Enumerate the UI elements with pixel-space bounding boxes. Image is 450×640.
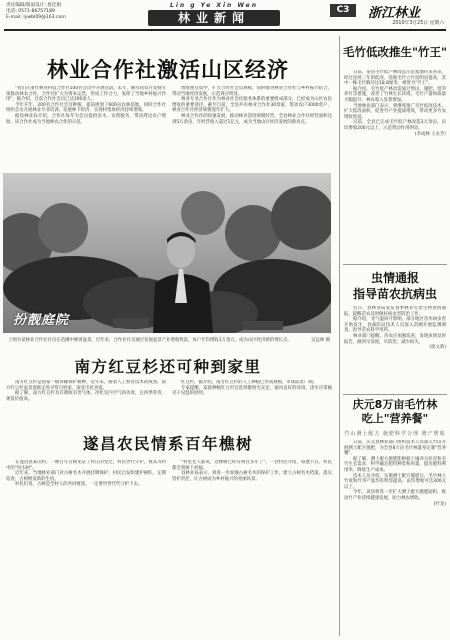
paragraph: 今年开年，200名合作社会员种植，提前规划了600亩农林基地。同时合作社组织会员开展林业专业培训，发展林下经济，实现村集体经济持续增收。 [6, 102, 166, 114]
right3-headline-line1: 庆元8万亩毛竹林 [352, 398, 438, 411]
photo-tag: 扮靓庭院 [13, 313, 70, 328]
paragraph: 近日，县林业局发布春季林业有害生物虫情通报，提醒苗农及时做好病虫害防治工作。 [344, 306, 446, 317]
right-divider [343, 264, 447, 265]
right2-byline: (徐文新) [429, 345, 446, 351]
paragraph: "我们在浙社林业科技合作社100名会员中开展活动。去年，丽水扶贫开发暨专项推动林农合作，合作社扩大为资本运营，形成工作合力，发挥了当地乡村振兴作用"，据介绍，目前合作社会员已达100余人。 [6, 86, 166, 103]
story3-column-2 [172, 460, 332, 636]
masthead [0, 0, 450, 30]
paragraph: 技术人员介绍，实施测土配方施肥后，毛竹林立竹度和竹笋产量均有明显提高，亩均增收可达300元以上。 [344, 473, 446, 490]
paragraph: 在遂昌县某山村，一棵百年古树见证了村庄的变迁，村民世代守护，视其为村中的"风水树"。 [6, 460, 166, 471]
issue-date: 2010年3月25日 星期六 [392, 21, 444, 26]
paragraph: 村民们说，古树是全村人的共同财富，一定要世世代代守护下去。 [15, 482, 143, 488]
paragraph: 林业部门提醒，苗农应加强巡查，发现虫情及时报告，做到早发现、早防治，减少损失。 [344, 333, 446, 345]
paragraph: 县林业局表示，将进一步加强古树名木的保护工作，建立古树名木档案，落实管护责任，让古树成为乡村振兴的亮丽风景。 [172, 471, 332, 482]
paragraph: 据了解，南方红豆杉具有吸收有害气体、净化室内空气的功效，且四季常青，观赏价值高。 [6, 391, 166, 402]
right1-body [344, 70, 446, 260]
paragraph: 红豆杉，据介绍，南方红豆杉的人工种植已形成规模，市场前景广阔。 [181, 380, 318, 385]
paragraph: 据介绍，受气温回升影响，部分地区苗木病虫害开始发生，县森防站技术人员深入苗圃开展监测调查，指导苗农科学用药。 [344, 317, 446, 334]
lead-column-1 [6, 86, 166, 168]
page-number: C3 [330, 4, 356, 17]
column-divider [339, 36, 340, 636]
paragraph: 林业合作社的快速发展，推动林业适度规模经营，全县林业合作社经营面积达到5万余亩，年经营收入超过1亿元，成为当地山区经济发展的新亮点。 [172, 113, 332, 125]
paragraph: 据县林业局介绍，合作社每年为会员提供苗木、农资服务，带动周边农户增收，该合作社成为当地林农合作的示范。 [6, 113, 166, 125]
paragraph: 近年来，当地林业部门对古树名木开展挂牌保护，村民自发组建护树队，定期巡查，古树焕发新的生机。 [6, 471, 166, 482]
section-title: 林业新闻 [148, 10, 280, 26]
paragraph: "村里老人都说，这棵树已经有两百多年了"，一位村民介绍，每逢节日，村民都会到树下祈福。 [172, 460, 332, 471]
paragraph: 今年，该县将进一步扩大测土配方施肥面积，推动竹产业持续健康发展，助力林农增收。 [344, 490, 446, 501]
paragraph: 增收重点集中，扩大合作社会员规模，同时推进林业合作社与乡村振兴结合，带动当地经济发展，示范效应明显。 [172, 86, 332, 97]
section-pinyin: Lin g Ye Xin Wen [170, 2, 258, 9]
editor-info [6, 3, 118, 22]
paragraph: 专家提醒，家庭种植红豆杉宜选择散射光充足、通风良好的环境，浇水应掌握见干见湿的原则。 [172, 385, 332, 397]
right2-headline [343, 270, 447, 302]
masthead-rule [4, 29, 446, 31]
right3-headline [343, 398, 447, 426]
right1-headline: 毛竹低改推生"竹王" [343, 45, 447, 59]
photo-byline: 吴远林 摄 [311, 338, 330, 343]
story2-column-1 [6, 380, 166, 420]
paragraph: 据了解，测土配方施肥能根据土壤养分状况和毛竹生长需求，科学确定肥料种类和用量，提高肥料利用率，降低生产成本。 [344, 456, 446, 473]
lead-headline: 林业合作社激活山区经济 [47, 58, 289, 82]
story3-headline: 遂昌农民情系百年樵树 [82, 435, 253, 453]
story3-column-1 [6, 460, 166, 636]
photo-caption [8, 338, 330, 344]
right-divider [343, 394, 447, 395]
lead-column-2 [172, 86, 332, 168]
right2-body [344, 306, 446, 392]
phone-line: 电话: 0571-86757189 [6, 9, 55, 15]
newspaper-logo: 浙江林业 [368, 6, 421, 21]
right3-subtitle: 竹山测土配方 施肥科学合理 增产增收 [344, 431, 446, 437]
email-line: E-mail: lywbl09@163.com [6, 15, 66, 21]
editor-line: 责任编辑/版面设计: 詹佳娟 [6, 3, 62, 8]
paragraph: 当地林业部门表示，将继续推广毛竹低改技术，扩大低改面积，促进竹产业提质增效，带动更多竹农增收致富。 [344, 103, 446, 120]
paragraph: 目前，全县已完成毛竹低产林改造3万余亩，亩均增收200元以上，示范带动作用明显。 [344, 120, 446, 131]
paragraph: 日前，某县毛竹低产林改造示范基地传来喜讯，经过连续三年的低改，基地毛竹立竹度明显提高，其中一株毛竹胸径达18.8厘米，被誉为"竹王"。 [344, 70, 446, 87]
right3-headline-line2: 吃上"营养餐" [361, 412, 429, 425]
right3-body [344, 440, 446, 636]
lead-photo [3, 173, 331, 333]
caption-text: 上图为某林业合作社社员在苗圃中修剪盆景，近年来，合作社社员通过发展盆景产业增收致富，每户年均增收1万余元，成为山区经济新的增长点。 [8, 338, 292, 343]
paragraph: 据介绍，毛竹低产林改造通过劈山、施肥、留笋养竹等措施，改善了竹林生长环境，毛竹产量和质量大幅提升，林农收入显著增加。 [344, 86, 446, 103]
right2-headline-line1: 虫情通报 [370, 271, 419, 285]
section-header [148, 2, 280, 26]
right3-byline: (叶龙) [433, 501, 446, 507]
story2-headline: 南方红豆杉还可种到家里 [74, 358, 262, 376]
paragraph: 南方红豆杉是国家一级珍稀保护树种，近年来，随着人工繁育技术的成熟，南方红豆杉盆景逐渐走进寻常百姓家，深受市民喜爱。 [6, 380, 166, 391]
right1-byline: (李成林 王永芳) [414, 131, 446, 137]
paragraph: 林业专业合作社作为林业社会化服务体系的重要组成部分，已经成为山区农民增收的重要途径。截至目前，全县共有林业合作社30余家，带动农户3000余户，林业合作社经济规模逐年扩大。 [172, 97, 332, 114]
story2-column-2 [172, 380, 332, 420]
right2-headline-line2: 指导苗农抗病虫 [352, 287, 437, 301]
paragraph: 日前，庆元县林业部门组织技术人员深入竹山开展测土配方施肥，为全县8万亩毛竹林量身定制"营养餐"。 [344, 440, 446, 457]
